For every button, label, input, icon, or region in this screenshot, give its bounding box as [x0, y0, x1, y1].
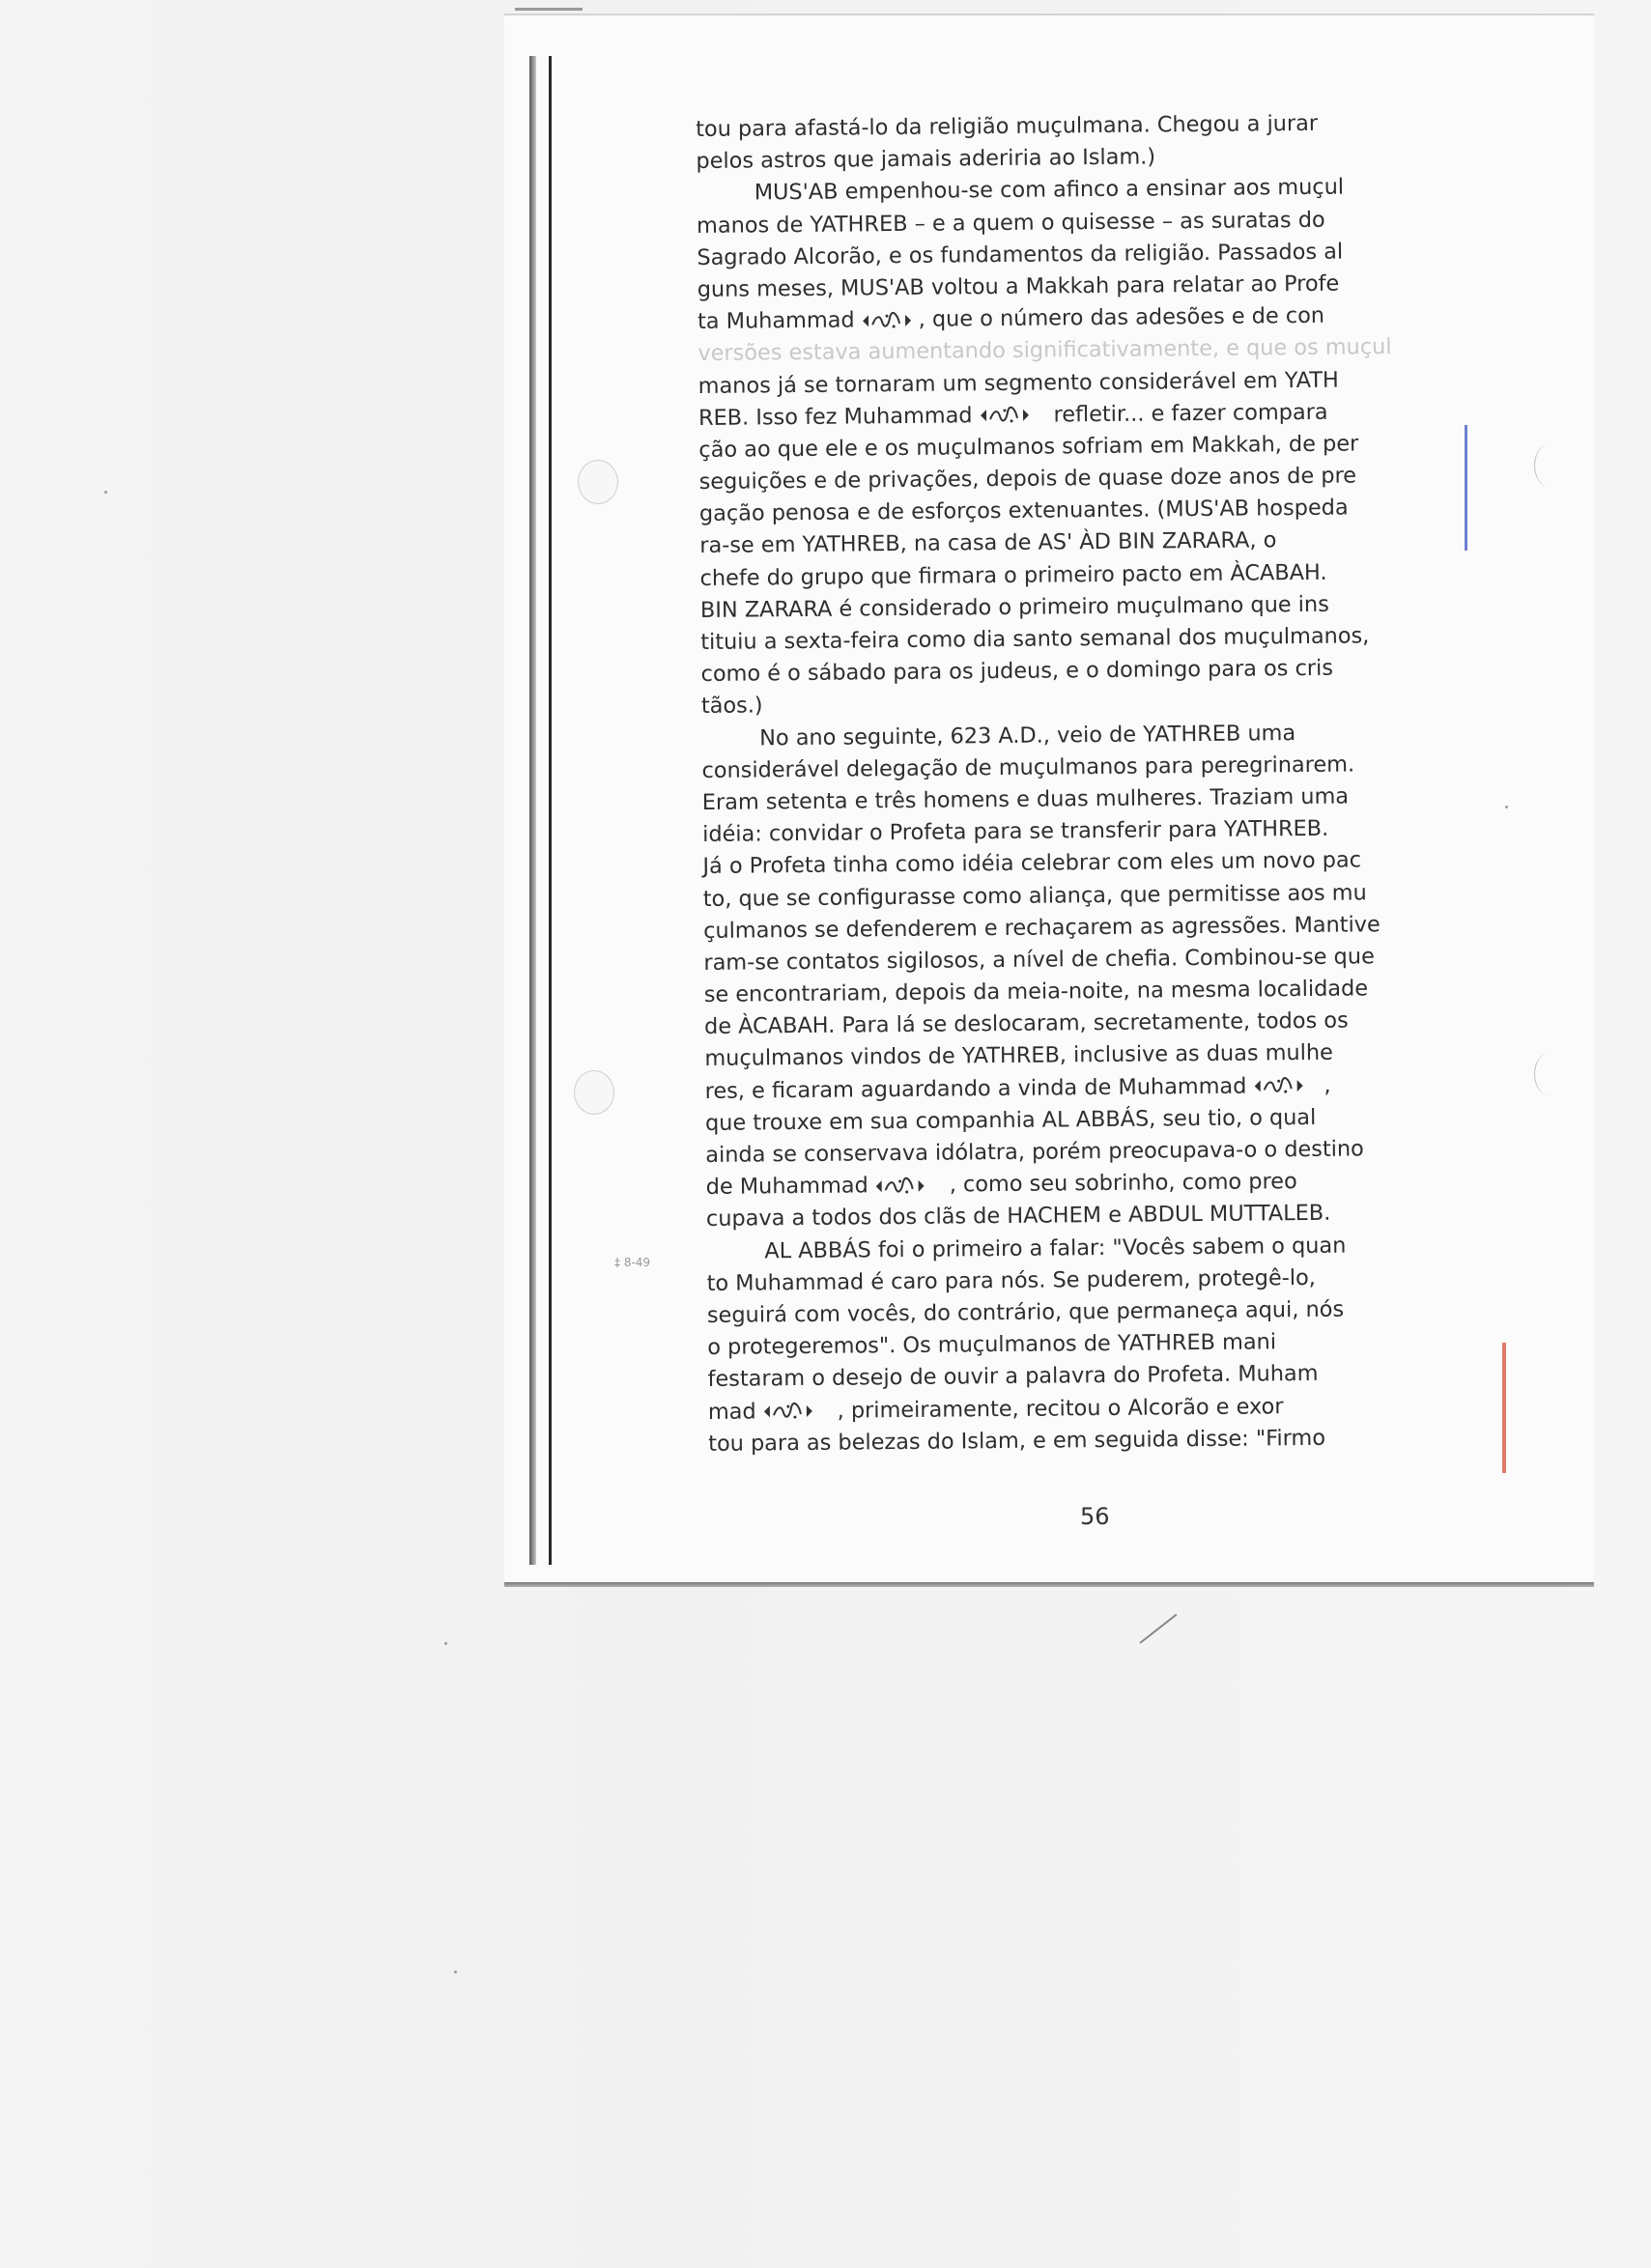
punch-hole-right-bottom [1534, 1053, 1564, 1095]
text-line: tãos.) [700, 693, 763, 720]
page-left-edge-line [549, 56, 552, 1565]
page-bottom-edge [504, 1582, 1594, 1587]
page-number: 56 [1080, 1503, 1110, 1530]
text-line: Sagrado Alcorão, e os fundamentos da religião. Passados al [697, 239, 1344, 270]
text-fragment: , primeiramente, recitou o Alcorão e exor [837, 1393, 1284, 1424]
red-highlight-mark [1502, 1343, 1506, 1473]
text-line: ção ao que ele e os muçulmanos sofriam em Makkah, de per [698, 431, 1359, 463]
dust-speck [1505, 806, 1508, 808]
text-line: çulmanos se defenderem e rechaçarem as agressões. Mantive [702, 911, 1381, 944]
text-line: ra-se em YATHREB, na casa de AS' ÀD BIN ZARARA, o [699, 527, 1277, 559]
page-corner-mark [515, 8, 583, 11]
page-binding-shadow [529, 56, 536, 1565]
text-line: AL ABBÁS foi o primeiro a falar: "Vocês sabem o quan [764, 1233, 1347, 1263]
margin-note: ‡ 8-49 [614, 1256, 651, 1269]
text-line: como é o sábado para os judeus, e o domingo para os cris [700, 655, 1334, 688]
text-fragment: refletir... e fazer compara [1053, 399, 1328, 428]
text-line: ainda se conservava idólatra, porém preocupava-o o destino [705, 1136, 1364, 1168]
dust-speck [104, 491, 107, 494]
dust-speck [454, 1970, 457, 1973]
text-fragment: , que o número das adesões e de con [918, 302, 1325, 332]
text-line: tituiu a sexta-feira como dia santo semanal dos muçulmanos, [700, 623, 1370, 655]
text-fragment: res, e ficaram aguardando a vinda de Muhammad [704, 1073, 1247, 1104]
text-line: gação penosa e de esforços extenuantes. (MUS'AB hospeda [698, 495, 1349, 527]
text-line: cupava a todos dos clãs de HACHEM e ABDUL MUTTALEB. [705, 1201, 1331, 1233]
text-fragment: , [1324, 1072, 1331, 1098]
text-line: chefe do grupo que firmara o primeiro pacto em ÀCABAH. [699, 559, 1327, 591]
text-line: manos de YATHREB – e a quem o quisesse – as suratas do [696, 207, 1325, 239]
text-line: guns meses, MUS'AB voltou a Makkah para relatar ao Profe [697, 270, 1340, 302]
text-fragment: mad [707, 1398, 756, 1425]
text-line: de ÀCABAH. Para lá se deslocaram, secretamente, todos os [703, 1007, 1349, 1040]
text-line: manos já se tornaram um segmento considerável em YATH [697, 367, 1339, 399]
text-line: versões estava aumentando significativamente, e que os muçul [697, 334, 1392, 367]
text-fragment: ta Muhammad [697, 307, 855, 335]
text-line: seguições e de privações, depois de quase doze anos de pre [698, 463, 1357, 496]
page-body-text [696, 106, 1476, 1460]
text-line: tou para as belezas do Islam, e em seguida disse: "Firmo [708, 1425, 1326, 1457]
text-line: No ano seguinte, 623 A.D., veio de YATHREB uma [759, 720, 1296, 751]
text-line: BIN ZARARA é considerado o primeiro muçulmano que ins [699, 591, 1329, 623]
text-fragment: , como seu sobrinho, como preo [949, 1169, 1297, 1198]
arabic-calligraphy-seal-icon [762, 1401, 814, 1423]
text-line: festaram o desejo de ouvir a palavra do Profeta. Muham [707, 1361, 1319, 1393]
text-fragment: REB. Isso fez Muhammad [697, 402, 973, 431]
text-line: o protegeremos". Os muçulmanos de YATHREB mani [707, 1329, 1277, 1361]
arabic-calligraphy-seal-icon [1252, 1075, 1304, 1097]
text-line: Já o Profeta tinha como idéia celebrar com eles um novo pac [702, 847, 1362, 880]
text-line: MUS'AB empenhou-se com afinco a ensinar aos muçul [754, 174, 1345, 206]
arabic-calligraphy-seal-icon [978, 405, 1030, 427]
text-line: idéia: convidar o Profeta para se transferir para YATHREB. [702, 815, 1329, 848]
text-line: considerável delegação de muçulmanos para peregrinarem. [701, 751, 1355, 783]
arabic-calligraphy-seal-icon [874, 1175, 926, 1197]
text-fragment: de Muhammad [705, 1173, 868, 1201]
text-line: to, que se configurasse como aliança, que permitisse aos mu [702, 879, 1367, 912]
text-line: to Muhammad é caro para nós. Se puderem, protegê-lo, [706, 1264, 1316, 1296]
punch-hole-top [578, 460, 618, 504]
text-line: pelos astros que jamais aderiria ao Islam.) [696, 144, 1156, 175]
punch-hole-right-top [1534, 444, 1564, 487]
text-line: tou para afastá-lo da religião muçulmana. Chegou a jurar [696, 110, 1319, 142]
text-line: que trouxe em sua companhia AL ABBÁS, seu tio, o qual [704, 1104, 1317, 1136]
text-line: ram-se contatos sigilosos, a nível de chefia. Combinou-se que [703, 944, 1375, 976]
text-line: seguirá com vocês, do contrário, que permaneça aqui, nós [706, 1296, 1345, 1328]
dust-speck [444, 1642, 447, 1645]
punch-hole-bottom [574, 1070, 614, 1115]
arabic-calligraphy-seal-icon [861, 309, 913, 331]
text-line: muçulmanos vindos de YATHREB, inclusive as duas mulhe [704, 1040, 1333, 1072]
text-line: se encontrariam, depois da meia-noite, na mesma localidade [703, 976, 1369, 1008]
text-line: Eram setenta e três homens e duas mulheres. Traziam uma [701, 783, 1350, 815]
